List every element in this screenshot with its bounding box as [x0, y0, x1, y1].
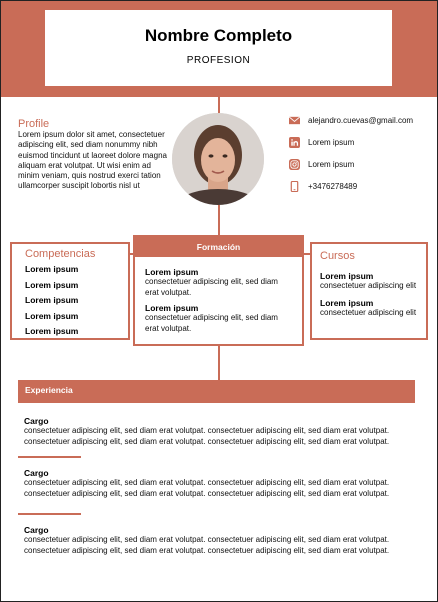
contact-email[interactable]	[289, 114, 429, 126]
experiencia-item	[24, 525, 424, 556]
cargo-line: consectetuer adipiscing elit, sed diam erat volutpat. consectetuer adipiscing elit, sed diam erat volutpat.	[24, 478, 390, 487]
cursos-box	[310, 242, 428, 340]
cursos-entry-text: consectetuer adipiscing elit	[320, 307, 417, 317]
cargo-line: consectetuer adipiscing elit, sed diam erat volutpat. consectetuer adipiscing elit, sed diam erat volutpat.	[24, 436, 390, 446]
competencia-item: Lorem ipsum	[25, 264, 79, 274]
profile-photo	[172, 113, 264, 205]
cursos-entry-title: Lorem ipsum	[320, 297, 374, 308]
formacion-entry-text: consectetuer adipiscing elit, sed diam erat volutpat.	[145, 313, 278, 333]
cargo-line: consectetuer adipiscing elit, sed diam erat volutpat. consectetuer adipiscing elit, sed diam erat volutpat.	[24, 545, 390, 555]
full-name: Nombre Completo	[144, 26, 293, 45]
contact-list	[289, 114, 429, 202]
profile-title: Profile	[18, 118, 50, 130]
formacion-title: Formación	[135, 237, 302, 257]
cargo-line: consectetuer adipiscing elit, sed diam erat volutpat. consectetuer adipiscing elit, sed diam erat volutpat.	[24, 426, 390, 435]
contact-instagram[interactable]	[289, 158, 429, 170]
competencia-item: Lorem ipsum	[25, 295, 79, 305]
email-icon	[289, 115, 300, 126]
competencia-item: Lorem ipsum	[25, 326, 79, 336]
linkedin-text: Lorem ipsum	[308, 137, 355, 147]
profile-section	[18, 118, 168, 192]
cursos-entry-title: Lorem ipsum	[320, 271, 374, 281]
instagram-text: Lorem ipsum	[308, 159, 355, 169]
cargo-title: Cargo	[24, 525, 49, 535]
linkedin-icon	[289, 137, 300, 148]
contact-phone[interactable]	[289, 180, 429, 192]
cursos-title: Cursos	[320, 250, 355, 262]
connector-top	[218, 97, 220, 113]
profile-text: Lorem ipsum dolor sit amet, consectetuer adipiscing elit, sed diam nonummy nibh euismod tincidunt ut laoreet dolore magna aliquam erat volutpat. Ut wisi enim ad minim veniam, quis nostrud exerci tation ullamcorper suscipit lobortis nisl ut	[18, 130, 167, 191]
connector-photo	[218, 205, 220, 235]
experiencia-title: Experiencia	[18, 380, 415, 403]
competencias-title: Competencias	[25, 248, 96, 260]
formacion-entry-title: Lorem ipsum	[145, 303, 199, 313]
competencia-item: Lorem ipsum	[25, 310, 79, 321]
connector-bottom	[218, 345, 220, 380]
cargo-title: Cargo	[24, 468, 49, 478]
instagram-icon	[289, 159, 300, 170]
phone-text: +3476278489	[308, 181, 358, 191]
contact-linkedin[interactable]	[289, 136, 429, 148]
experiencia-item	[24, 416, 424, 447]
experiencia-separator	[18, 513, 81, 515]
phone-icon	[289, 181, 300, 192]
cargo-title: Cargo	[24, 416, 49, 426]
experiencia-item	[24, 468, 424, 499]
competencias-box	[10, 242, 130, 340]
competencia-item: Lorem ipsum	[25, 279, 79, 290]
cargo-line: consectetuer adipiscing elit, sed diam erat volutpat. consectetuer adipiscing elit, sed diam erat volutpat.	[24, 488, 390, 498]
formacion-box	[133, 235, 304, 346]
email-text: alejandro.cuevas@gmail.com	[308, 115, 414, 125]
cursos-entry-text: consectetuer adipiscing elit	[320, 281, 417, 290]
formacion-entry-text: consectetuer adipiscing elit, sed diam erat volutpat.	[145, 277, 278, 297]
header-box	[45, 10, 392, 86]
formacion-entry-title: Lorem ipsum	[145, 267, 199, 277]
cargo-line: consectetuer adipiscing elit, sed diam erat volutpat. consectetuer adipiscing elit, sed diam erat volutpat.	[24, 535, 390, 544]
profession: PROFESION	[186, 55, 251, 66]
experiencia-separator	[18, 456, 81, 458]
